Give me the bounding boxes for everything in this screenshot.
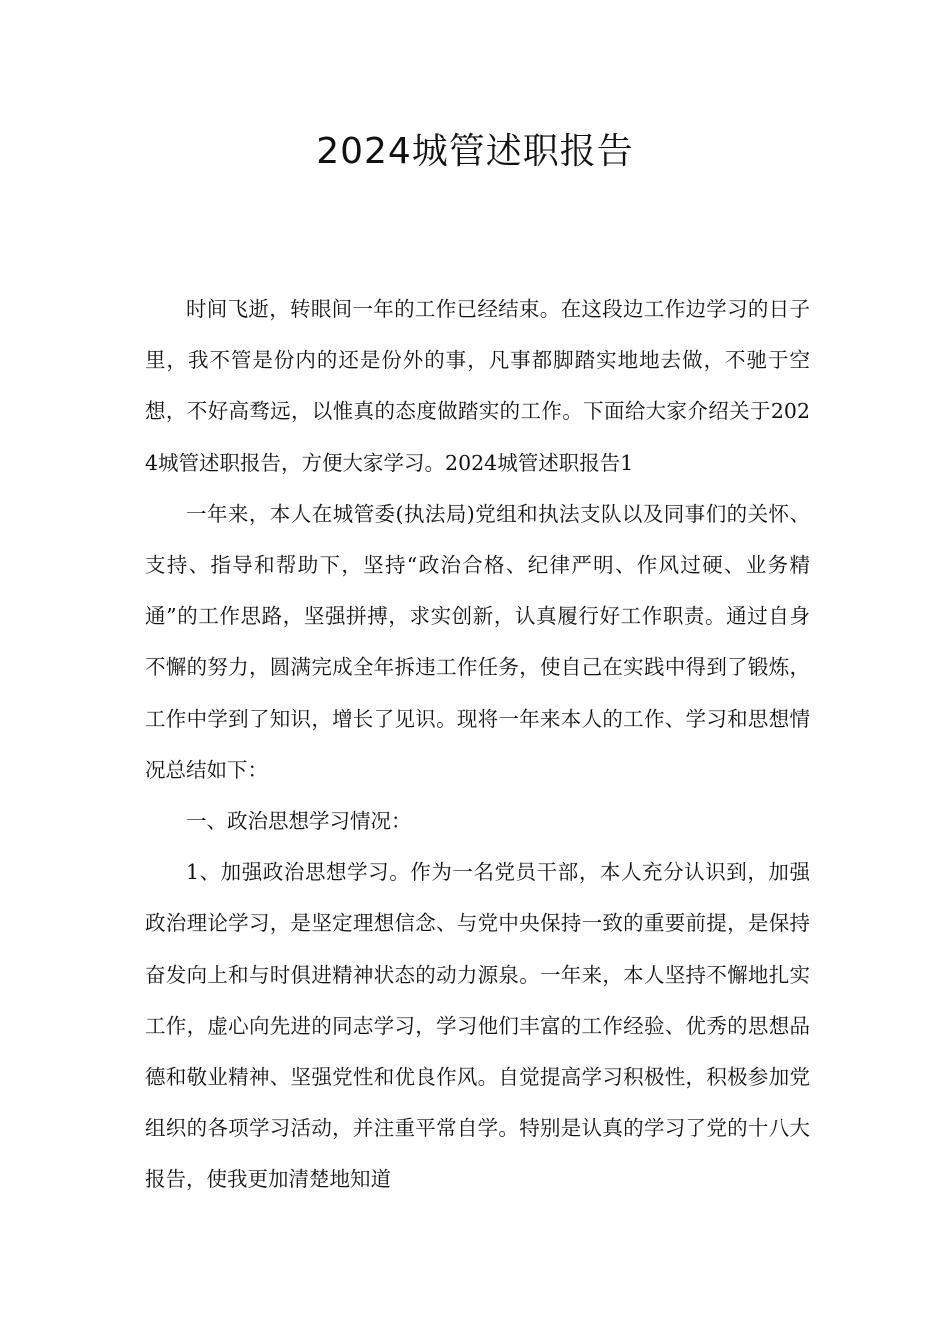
paragraph-summary: 一年来，本人在城管委(执法局)党组和执法支队以及同事们的关怀、支持、指导和帮助下，坚持“政治合格、纪律严明、作风过硬、业务精通”的工作思路，坚强拼搏，求实创新，认真履行好工作职责。通过自身不懈的努力，圆满完成全年拆违工作任务，使自己在实践中得到了锻炼，工作中学到了知识，增长了见识。现将一年来本人的工作、学习和思想情况总结如下： <box>145 501 810 782</box>
paragraph-intro: 时间飞逝，转眼间一年的工作已经结束。在这段边工作边学习的日子里，我不管是份内的还是份外的事，凡事都脚踏实地地去做，不驰于空想，不好高骛远，以惟真的态度做踏实的工作。下面给大家介绍关于2024城管述职报告，方便大家学习。2024城管述职报告1 <box>145 297 810 475</box>
document-title: 2024城管述职报告 <box>316 131 634 172</box>
paragraph-political-study: 1、加强政治思想学习。作为一名党员干部，本人充分认识到，加强政治理论学习，是坚定理想信念、与党中央保持一致的重要前提，是保持奋发向上和与时俱进精神状态的动力源泉。一年来，本人坚持不懈地扎实工作，虚心向先进的同志学习，学习他们丰富的工作经验、优秀的思想品德和敬业精神、坚强党性和优良作风。自觉提高学习积极性，积极参加党组织的各项学习活动，并注重平常自学。特别是认真的学习了党的十八大报告，使我更加清楚地知道 <box>145 860 810 1192</box>
document-body <box>145 284 810 1206</box>
section-heading-political-study: 一、政治思想学习情况： <box>186 809 412 834</box>
